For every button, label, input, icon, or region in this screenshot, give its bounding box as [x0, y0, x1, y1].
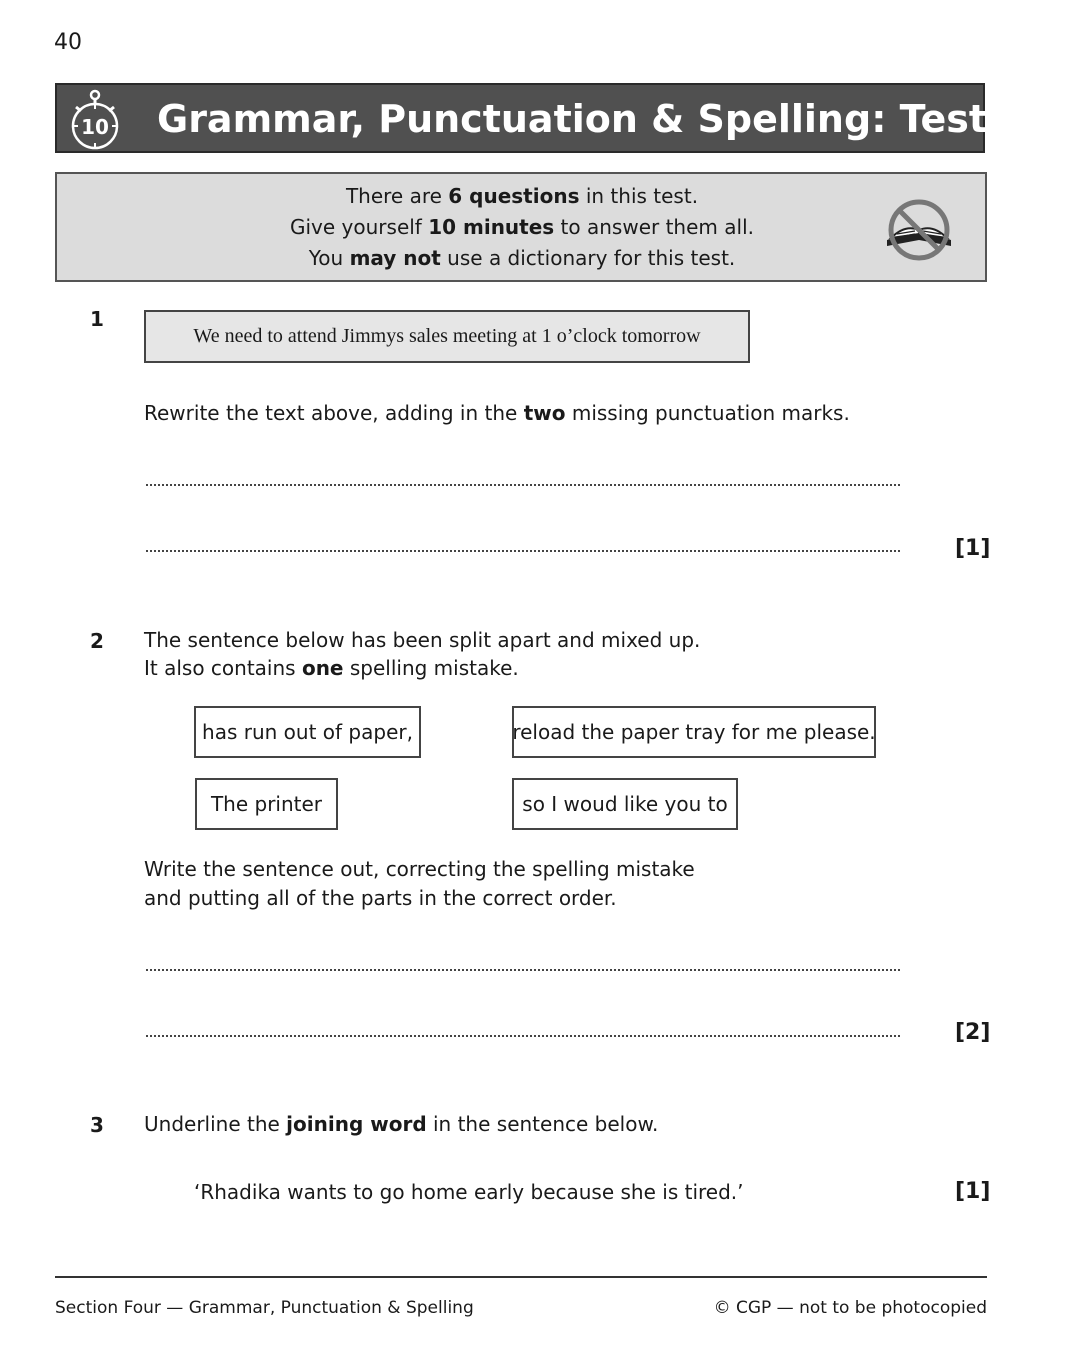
q2-instruction-2: and putting all of the parts in the correct order.	[144, 886, 617, 910]
info-line-1: There are 6 questions in this test.	[345, 184, 699, 208]
q1-instruction: Rewrite the text above, adding in the two missing punctuation marks.	[144, 401, 850, 425]
q1-text-box: We need to attend Jimmys sales meeting at 1 o’clock tomorrow	[144, 310, 750, 363]
q2-card: has run out of paper,	[194, 706, 421, 758]
q2-instruction-1: Write the sentence out, correcting the spelling mistake	[144, 857, 695, 881]
q1-answer-line-1[interactable]	[146, 484, 900, 486]
footer-divider	[55, 1276, 987, 1278]
stopwatch-icon	[67, 89, 123, 151]
q2-card: so I woud like you to	[512, 778, 738, 830]
question-2-number: 2	[90, 629, 104, 653]
q2-answer-line-1[interactable]	[146, 969, 900, 971]
q3-marks: [1]	[955, 1179, 991, 1204]
page-title: Grammar, Punctuation & Spelling: Test 1	[157, 97, 1027, 141]
q2-answer-line-2[interactable]	[146, 1035, 900, 1037]
q3-instruction: Underline the joining word in the sentence below.	[144, 1112, 659, 1136]
q2-card: reload the paper tray for me please.	[512, 706, 876, 758]
info-line-2: Give yourself 10 minutes to answer them all.	[290, 215, 754, 239]
footer-section-label: Section Four — Grammar, Punctuation & Spelling	[55, 1298, 474, 1318]
info-line-3: You may not use a dictionary for this test.	[308, 246, 736, 270]
timer-label: 10	[81, 115, 109, 139]
footer-copyright: © CGP — not to be photocopied	[713, 1298, 987, 1318]
info-box	[55, 172, 987, 282]
page-number: 40	[54, 30, 82, 55]
q2-line-1: The sentence below has been split apart and mixed up.	[144, 628, 701, 652]
q1-marks: [1]	[955, 536, 991, 561]
q2-marks: [2]	[955, 1020, 991, 1045]
question-3-number: 3	[90, 1113, 104, 1137]
q3-sentence[interactable]: ‘Rhadika wants to go home early because she is tired.’	[194, 1180, 744, 1204]
q1-answer-line-2[interactable]	[146, 550, 900, 552]
q2-card: The printer	[195, 778, 338, 830]
no-dictionary-icon	[879, 194, 959, 264]
title-bar	[55, 83, 1027, 153]
question-1-number: 1	[90, 307, 104, 331]
q2-line-2: It also contains one spelling mistake.	[144, 656, 519, 680]
